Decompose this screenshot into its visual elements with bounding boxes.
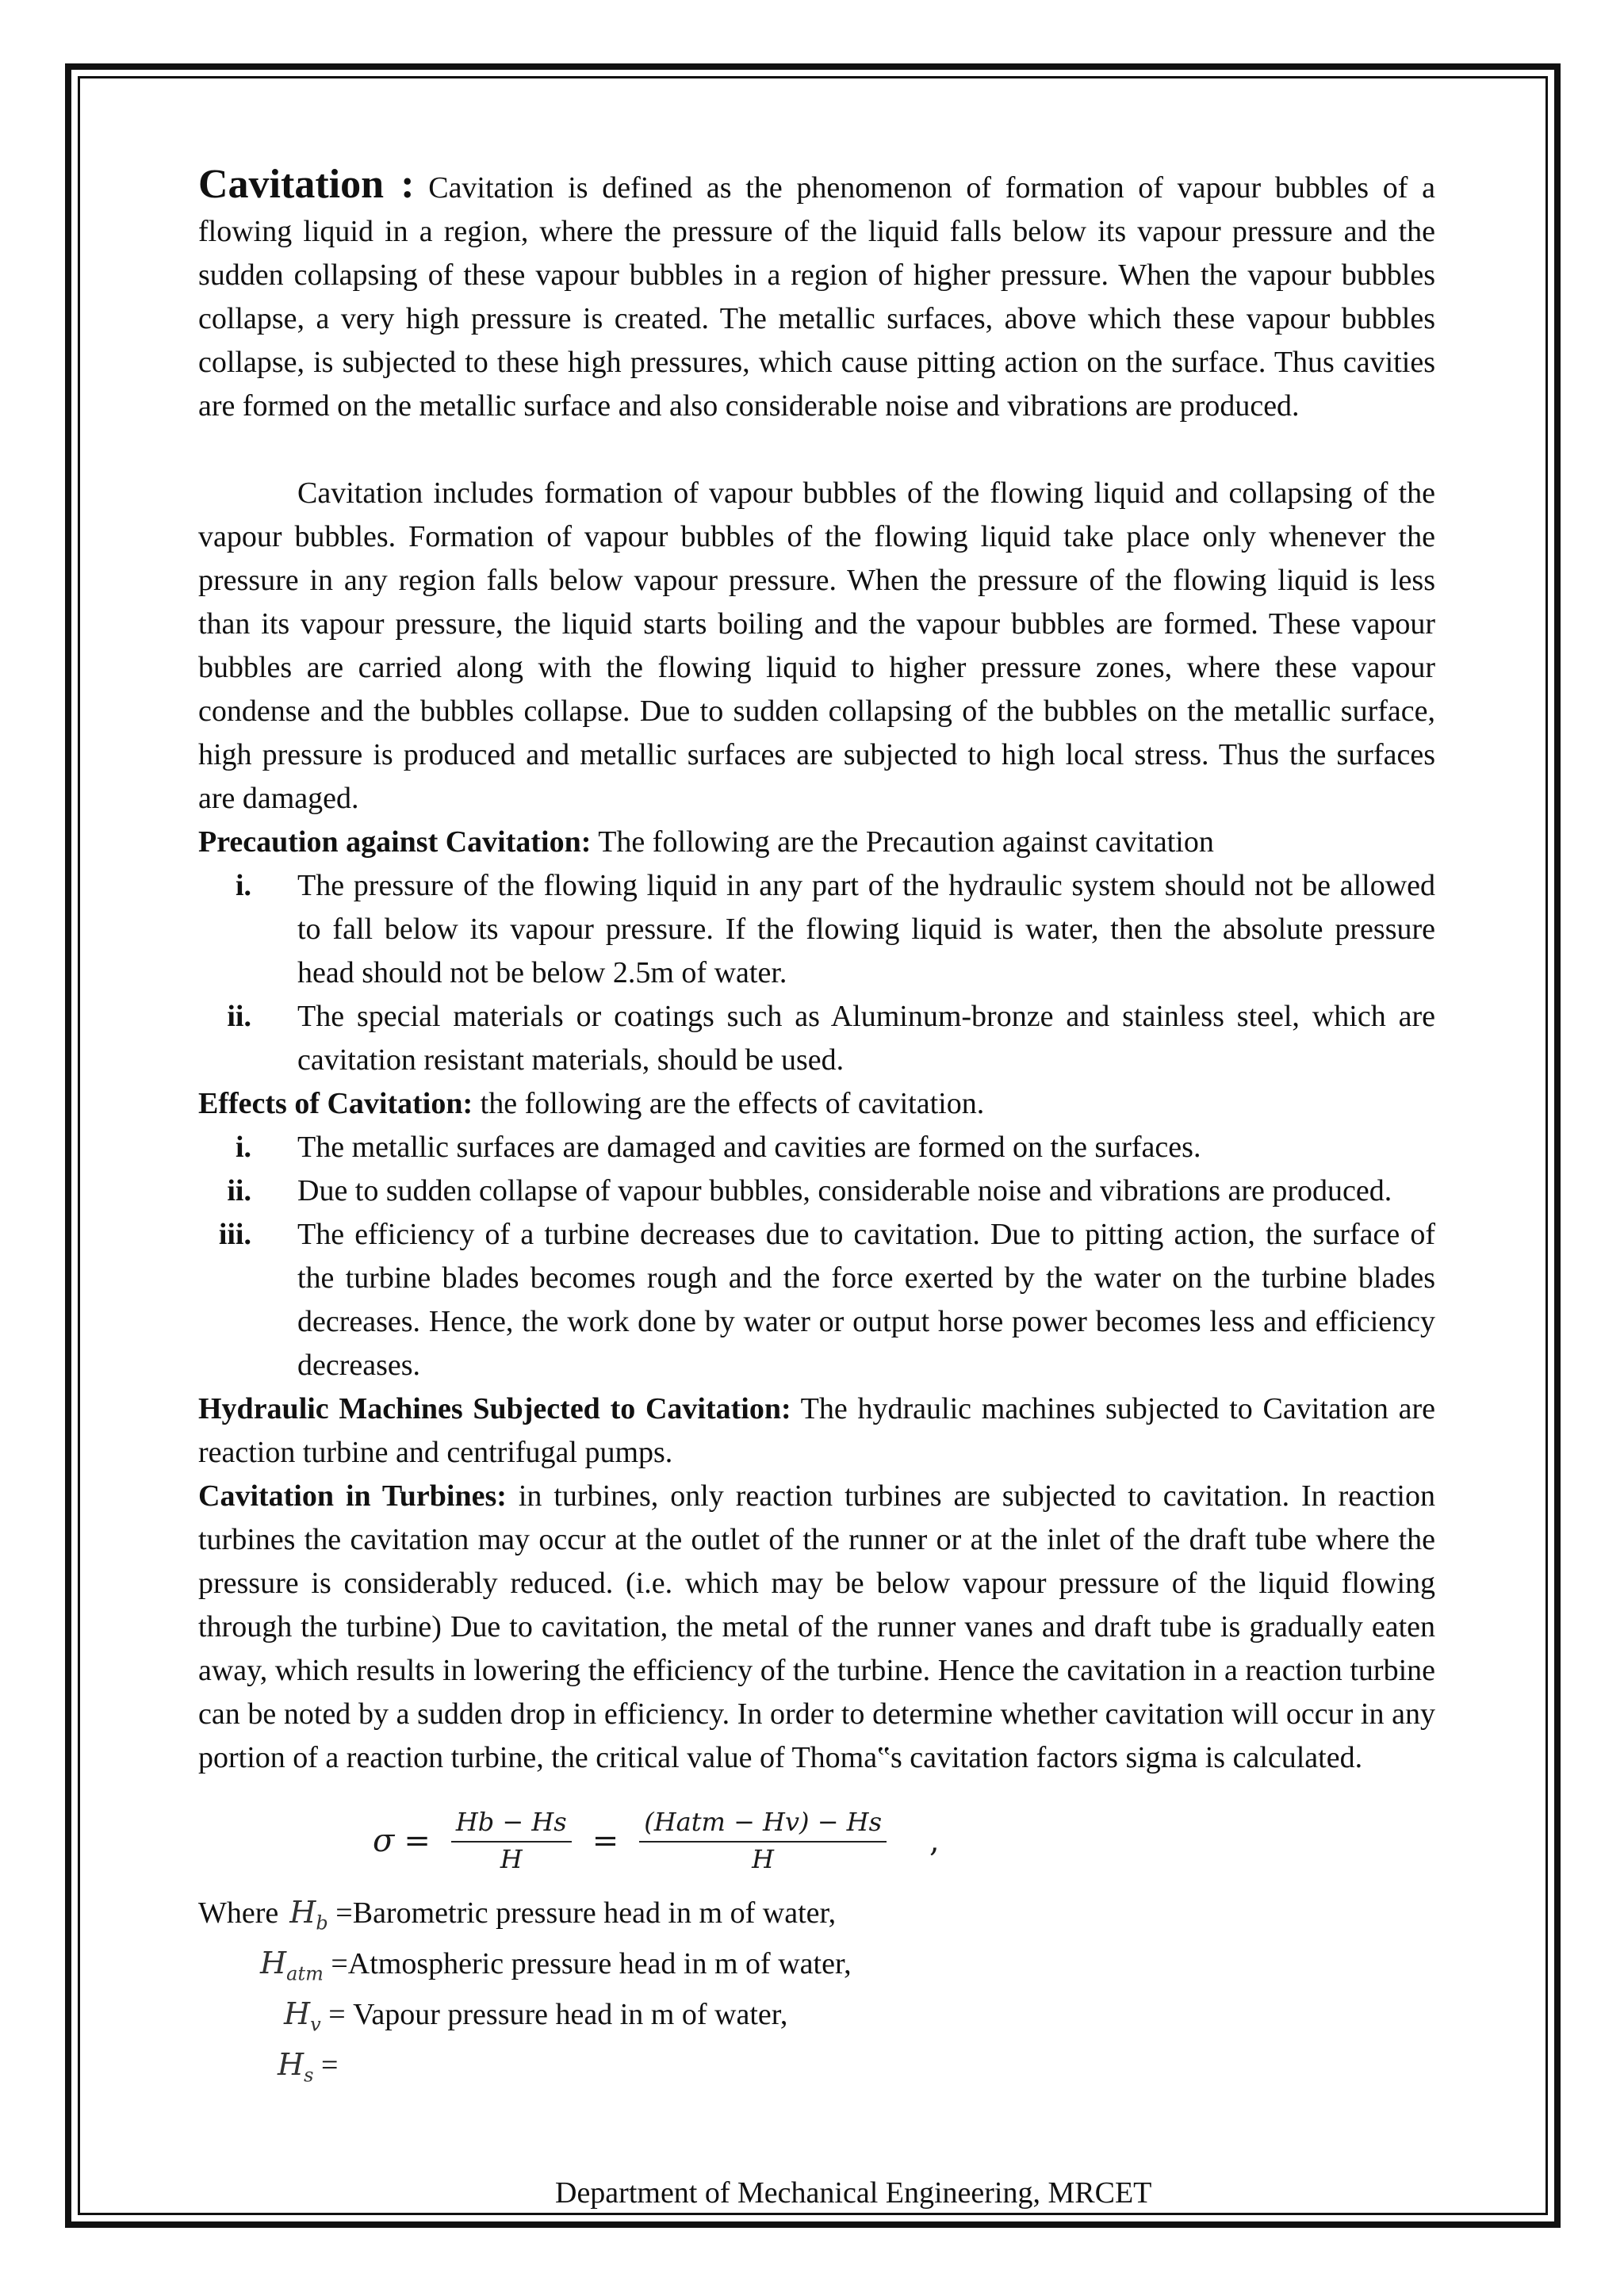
formula-fraction-1 [451, 1806, 572, 1876]
list-item [198, 1126, 1435, 1169]
symbol: $H_s$ [278, 2047, 314, 2087]
symbol-definitions [198, 1891, 1435, 2094]
paragraph-gap [198, 428, 1435, 472]
list-number: ii. [227, 1174, 251, 1207]
precaution-paragraph [198, 821, 1435, 864]
precaution-intro: The following are the Precaution against cavitation [591, 825, 1214, 859]
definition-equals: = [320, 1998, 354, 2031]
list-text: The pressure of the flowing liquid in any part of the hydraulic system should not be allowed to fall below its vapour pressure. If the flowing liquid is water, then the absolute pressure head should not be below 2.5m of water. [297, 869, 1435, 989]
definition-row [198, 1891, 1435, 1942]
list-item [198, 864, 1435, 995]
formula-equals: = [592, 1822, 619, 1859]
section-title: Cavitation : [198, 162, 415, 207]
definition-equals: = [313, 2049, 346, 2082]
paragraph-2: Cavitation includes formation of vapour bubbles of the flowing liquid and collapsing of the vapour bubbles. Formation of vapour bubbles of the flowing liquid take place only whenever the pressure in any region falls below vapour pressure. When the pressure of the flowing liquid is less than its vapour pressure, the liquid starts boiling and the vapour bubbles are formed. These vapour bubbles are carried along with the flowing liquid to higher pressure zones, where these vapour condense and the bubbles collapse. Due to sudden collapsing of the bubbles on the metallic surface, high pressure is produced and metallic surfaces are subjected to high local stress. Thus the surfaces are damaged. [198, 476, 1435, 815]
symbol: $H_v$ [284, 1996, 321, 2036]
turbines-paragraph [198, 1475, 1435, 1780]
fraction-numerator: (Hatm − Hv) − Hs [639, 1806, 887, 1843]
intro-paragraph [198, 163, 1435, 428]
definition-text: Barometric pressure head in m of water, [352, 1896, 837, 1930]
effects-heading: Effects of Cavitation: [198, 1087, 473, 1120]
definition-row [198, 1992, 1435, 2043]
document-body [198, 163, 1435, 2094]
definition-equals: = [327, 1896, 353, 1930]
list-text: The efficiency of a turbine decreases due to cavitation. Due to pitting action, the surface of the turbine blades becomes rough and the force exerted by the water on the turbine blades decreases. Hence, the work done by water or output horse power becomes less and efficiency decreases. [297, 1218, 1435, 1382]
formula-equals: = [404, 1822, 431, 1859]
turbines-text: in turbines, only reaction turbines are subjected to cavitation. In reaction turbines the cavitation may occur at the outlet of the runner or at the inlet of the draft tube where the pressure is considerably reduced. (i.e. which may be below vapour pressure of the liquid flowing through the turbine) Due to cavitation, the metal of the runner vanes and draft tube is gradually eaten away, which results in lowering the efficiency of the turbine. Hence the cavitation in a reaction turbine can be noted by a sudden drop in efficiency. In order to determine whether cavitation will occur in any portion of a reaction turbine, the critical value of Thoma‟s cavitation factors sigma is calculated. [198, 1479, 1435, 1774]
list-item [198, 995, 1435, 1082]
intro-text: Cavitation is defined as the phenomenon of formation of vapour bubbles of a flowing liquid in a region, where the pressure of the liquid falls below its vapour pressure and the sudden collapsing of these vapour bubbles in a region of higher pressure. When the vapour bubbles collapse, a very high pressure is created. The metallic surfaces, above which these vapour bubbles collapse, is subjected to these high pressures, which cause pitting action on the surface. Thus cavities are formed on the metallic surface and also considerable noise and vibrations are produced. [198, 171, 1435, 423]
turbines-heading: Cavitation in Turbines: [198, 1479, 507, 1513]
list-item [198, 1213, 1435, 1387]
fraction-denominator: H [500, 1844, 523, 1874]
list-number: i. [235, 869, 251, 902]
fraction-denominator: H [752, 1844, 775, 1874]
formula-comma: , [929, 1822, 940, 1859]
definition-equals: = [323, 1947, 348, 1980]
symbol: $H_b$ [289, 1895, 328, 1934]
definition-text: Vapour pressure head in m of water, [353, 1998, 788, 2031]
list-text: The metallic surfaces are damaged and cavities are formed on the surfaces. [297, 1131, 1201, 1164]
hydraulic-heading: Hydraulic Machines Subjected to Cavitation: [198, 1392, 791, 1425]
cavitation-factor-formula [373, 1797, 1435, 1885]
definition-text: Atmospheric pressure head in m of water, [347, 1947, 852, 1980]
fraction-numerator: Hb − Hs [451, 1806, 572, 1843]
where-label: Where [198, 1896, 279, 1930]
effects-intro: the following are the effects of cavitation. [473, 1087, 985, 1120]
formula-sigma: σ [373, 1822, 395, 1859]
list-number: i. [235, 1131, 251, 1164]
hydraulic-text: The hydraulic machines subjected to Cavitation are reaction turbine and centrifugal pumps. [198, 1392, 1435, 1469]
definition-row [198, 1942, 1435, 1992]
list-number: ii. [227, 1000, 251, 1033]
page-footer: Department of Mechanical Engineering, MRCET [555, 2176, 1152, 2210]
list-item [198, 1169, 1435, 1213]
formula-fraction-2 [639, 1806, 887, 1876]
list-number: iii. [218, 1218, 251, 1251]
effects-paragraph [198, 1082, 1435, 1126]
hydraulic-paragraph [198, 1387, 1435, 1475]
list-text: The special materials or coatings such as Aluminum-bronze and stainless steel, which are cavitation resistant materials, should be used. [297, 1000, 1435, 1077]
precaution-list [198, 864, 1435, 1082]
list-text: Due to sudden collapse of vapour bubbles, considerable noise and vibrations are produced. [297, 1174, 1392, 1207]
effects-list [198, 1126, 1435, 1387]
definition-row [198, 2043, 1435, 2094]
symbol: $H_{atm}$ [260, 1946, 324, 1985]
precaution-heading: Precaution against Cavitation: [198, 825, 592, 859]
